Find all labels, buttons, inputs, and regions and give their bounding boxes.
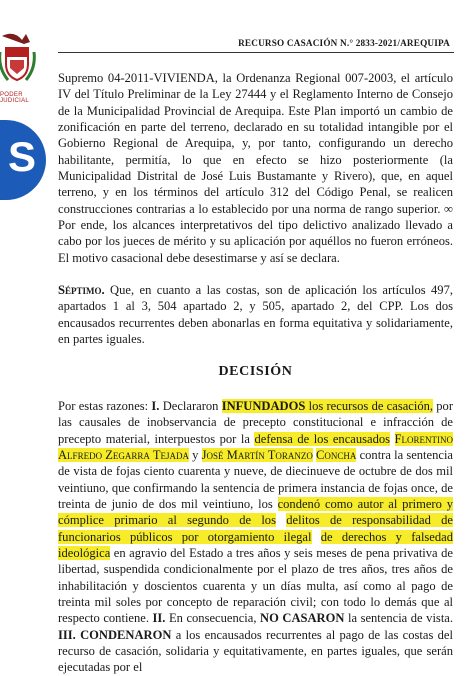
paragraph-label: Séptimo. [58,283,105,298]
institution-label: PODER JUDICIAL [0,92,30,104]
paragraph-sexto-continued: Supremo 04-2011-VIVIENDA, la Ordenanza Regional 007-2003, el artículo IV del Título Preliminar de la Ley 27444 y el Reglamento Interno de Consejo de la Municipalidad Provincial de Arequipa. Este Plan importó un cambio de zonificación en parte del terreno, declarado en su totalidad intangible por el Gobierno Regional de Arequipa, y, por tanto, configurando un derecho habilitante, permitía, lo que en efecto se hizo posteriormente (la Municipalidad Distrital de José Luis Bustamante y Rivero), que, en aquel terreno, y en los términos del artículo 312 del Código Penal, se realicen construcciones contrarias a lo establecido por una norma de rango superior. ∞ Por ende, los alcances interpretativos del tipo delictivo analizado llevado a cabo por los jueces de mérito y su aplicación por aquéllos no fueron erróneos. El motivo casacional debe desestimarse y así se declara. [58,71,454,265]
left-logo-strip [0,0,48,627]
highlight-encausado-2: José Martín Toranzo [201,447,313,462]
document-body [58,70,453,676]
paragraph-septimo: Séptimo. Que, en cuanto a las costas, son de aplicación los artículos 497, apartados 1 al 3, 504 apartado 2, y 505, apartado 2, del CPP. Los dos encausados recurrentes deben abonarlas en forma equitativa y solidariamente, en partes iguales. [58,283,453,347]
paragraph-decision: Por estas razones: I. Declararon INFUNDADOS los recursos de casación, por las causales de inobservancia de precepto constitucional e infracción de precepto material, interpuestos por la defensa de los encausados Florentino Alfredo Zegarra Tejada y José Martín Toranzo Concha contra la sentencia de vista de fojas ciento cuarenta y nueve, de diecinueve de octubre de dos mil veintiuno, que confirmando la sentencia de primera instancia de fojas once, de treinta de junio de dos mil veintiuno, los condenó como autor al primero y cómplice primario al segundo de los delitos de responsabilidad de funcionarios públicos por otorgamiento ilegal de derechos y falsedad ideológica en agravio del Estado a tres años y seis meses de pena privativa de libertad, suspendida condicionalmente por el plazo de tres años, tres años de inhabilitación y doscientos cuarenta y un días multa, así como al pago de treinta mil soles por concepto de reparación civil; con todo lo demás que al respecto contiene. II. En consecuencia, NO CASARON la sentencia de vista. III. CONDENARON a los encausados recurrentes al pago de las costas del recurso de casación, solidaria y equitativamente, en partes iguales, que serán ejecutadas por el [58,398,454,675]
highlight-encausado-1: Florentino Alfredo Zegarra Tejada [58,431,453,462]
section-heading: DECISIÓN [218,363,293,379]
page-header: RECURSO CASACIÓN N.° 2833-2021/AREQUIPA [238,38,450,48]
coat-of-arms-icon [0,30,40,90]
highlight-infundados: INFUNDADOS [221,398,306,413]
highlight-delitos: delitos de responsabilidad de funcionarios públicos por otorgamiento ilegal [58,513,454,544]
highlight-defensa: defensa de los encausados [254,431,390,446]
header-rule [58,52,454,53]
institution-seal-icon: S [0,120,46,200]
highlight-condena: condenó como autor al primero y cómplice primario al segundo de los [58,496,453,528]
